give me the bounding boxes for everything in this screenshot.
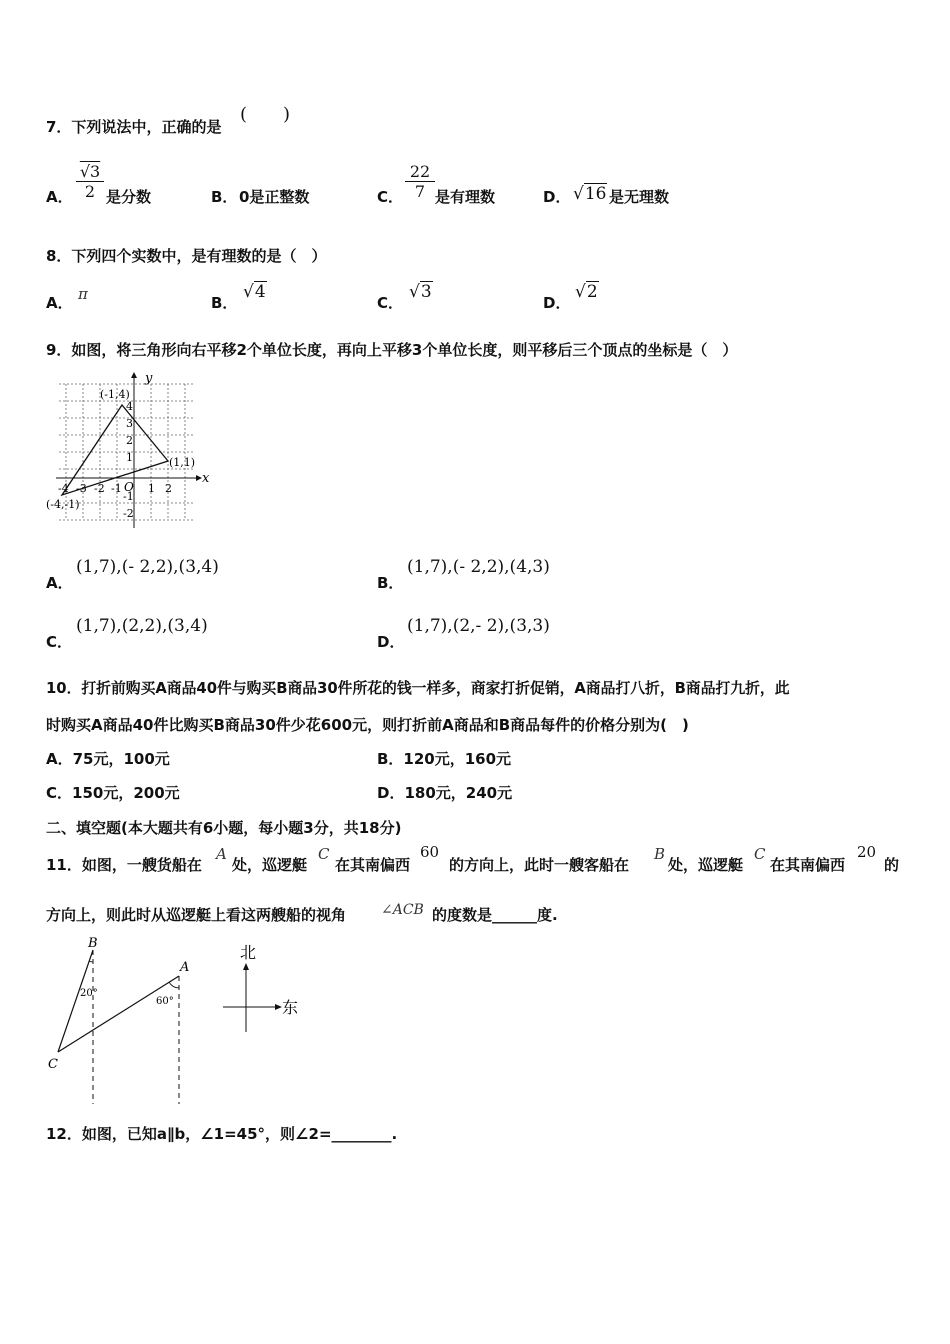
q9-option-a-math: (1,7),(- 2,2),(3,4) <box>76 557 219 577</box>
q7-option-a-label: A． <box>46 188 73 206</box>
q7-option-a-text: 是分数 <box>106 188 152 206</box>
fig-label-c: C <box>48 1057 58 1072</box>
q11-text-2: 处，巡逻艇 <box>232 856 308 874</box>
segment-ca <box>58 976 179 1052</box>
q11-line2-b: 的度数是______度. <box>432 906 558 924</box>
q8-stem: 8．下列四个实数中，是有理数的是（ ） <box>46 247 327 265</box>
q9-option-c-label: C． <box>46 633 73 651</box>
q8-option-c-sqrt: √3 <box>409 282 432 302</box>
q7-answer-paren: ( ) <box>240 104 291 125</box>
fig-angle-20: 20° <box>80 988 98 999</box>
radicand: 2 <box>586 282 598 302</box>
fig-label-a: A <box>180 960 190 975</box>
q11-angle-60: 60 <box>420 843 440 861</box>
q8-option-c-label: C． <box>377 294 404 312</box>
tick-x: 1 <box>148 482 155 495</box>
q11-angle-20: 20 <box>857 843 877 861</box>
q11-text-1: 11．如图，一艘货船在 <box>46 856 202 874</box>
tick-x: -1 <box>111 482 122 495</box>
q7-option-d-sqrt: √16 <box>573 184 607 204</box>
fraction-numerator: 22 <box>409 162 431 181</box>
fig-label-b: B <box>88 936 98 951</box>
y-axis-label: y <box>145 371 153 386</box>
origin-label: O <box>124 480 134 494</box>
q11-text-5: 处，巡逻艇 <box>668 856 744 874</box>
q8-option-b-sqrt: √4 <box>243 282 266 302</box>
vertex-label: (-4,-1) <box>46 498 80 511</box>
q11-point-a: A <box>216 845 227 863</box>
radicand: 3 <box>420 282 432 302</box>
compass-north-label: 北 <box>240 943 257 962</box>
q7-option-c-text: 是有理数 <box>435 188 496 206</box>
fraction-numerator: √3 <box>79 162 101 181</box>
q9-option-a-label: A． <box>46 574 73 592</box>
tick-y: 2 <box>126 434 133 447</box>
q10-option-b: B．120元，160元 <box>377 750 512 768</box>
q8-option-b-label: B． <box>211 294 238 312</box>
tick-y: 1 <box>126 451 133 464</box>
q8-option-d-label: D． <box>543 294 571 312</box>
q7-option-d-label: D． <box>543 188 571 206</box>
fraction-denominator: 7 <box>405 181 435 201</box>
q10-option-d: D．180元，240元 <box>377 784 513 802</box>
segment-cb <box>58 950 93 1052</box>
q10-stem-line2: 时购买A商品40件比购买B商品30件少花600元，则打折前A商品和B商品每件的价格分别为( ) <box>46 716 689 734</box>
q7-option-a-fraction <box>76 162 104 201</box>
q8-option-d-sqrt: √2 <box>575 282 598 302</box>
vertex-label: (-1,4) <box>100 388 130 401</box>
q9-option-b-label: B． <box>377 574 404 592</box>
q9-option-b-math: (1,7),(- 2,2),(4,3) <box>407 557 550 577</box>
tick-x: -4 <box>58 482 69 495</box>
q9-option-d-math: (1,7),(2,- 2),(3,3) <box>407 616 550 636</box>
tick-x: 2 <box>165 482 172 495</box>
q11-line2-a: 方向上，则此时从巡逻艇上看这两艘船的视角 <box>46 906 347 924</box>
q10-stem-line1: 10．打折前购买A商品40件与购买B商品30件所花的钱一样多，商家打折促销，A商品打八折，B商品打九折，此 <box>46 680 790 697</box>
q11-text-4: 的方向上，此时一艘客船在 <box>449 856 630 874</box>
q10-option-c: C．150元，200元 <box>46 784 180 802</box>
q7-option-c-fraction <box>405 162 435 201</box>
q7-stem: 7．下列说法中，正确的是 <box>46 118 222 136</box>
x-axis-label: x <box>202 471 210 486</box>
q11-point-c-2: C <box>754 845 766 863</box>
compass-east-label: 东 <box>282 998 299 1017</box>
tick-y: 4 <box>126 400 133 413</box>
q11-point-c: C <box>318 845 330 863</box>
tick-x: -2 <box>94 482 105 495</box>
tick-y: -1 <box>123 490 134 503</box>
q7-option-b-text: 0是正整数 <box>239 188 310 206</box>
q7-option-c-label: C． <box>377 188 404 206</box>
q11-text-6: 在其南偏西 <box>770 856 846 874</box>
q11-text-3: 在其南偏西 <box>335 856 411 874</box>
q8-option-a-math: π <box>78 285 88 303</box>
q9-option-d-label: D． <box>377 633 405 651</box>
q11-figure <box>44 932 314 1107</box>
q8-option-a-label: A． <box>46 294 73 312</box>
q9-stem: 9．如图，将三角形向右平移2个单位长度，再向上平移3个单位长度，则平移后三个顶点的坐标是（ ） <box>46 341 738 359</box>
vertex-label: (1,1) <box>169 456 196 469</box>
q12-stem: 12．如图，已知a∥b，∠1=45°，则∠2=________. <box>46 1125 398 1143</box>
q11-text-7: 的 <box>884 856 900 874</box>
tick-y: -2 <box>123 507 134 520</box>
q11-point-b: B <box>654 845 666 863</box>
q7-option-d-text: 是无理数 <box>609 188 670 206</box>
fig-angle-60: 60° <box>156 996 174 1007</box>
tick-x: -3 <box>76 482 87 495</box>
q7-option-b-label: B． <box>211 188 238 206</box>
fraction-denominator: 2 <box>76 181 104 201</box>
q11-angle-acb: ∠ACB <box>381 902 424 918</box>
q10-option-a: A．75元，100元 <box>46 750 170 768</box>
radicand: 4 <box>254 282 266 302</box>
tick-y: 3 <box>126 417 133 430</box>
q9-coordinate-figure <box>44 368 214 533</box>
section-2-heading: 二、填空题(本大题共有6小题，每小题3分，共18分) <box>46 819 402 837</box>
q9-option-c-math: (1,7),(2,2),(3,4) <box>76 616 208 636</box>
radicand: 16 <box>584 184 607 204</box>
